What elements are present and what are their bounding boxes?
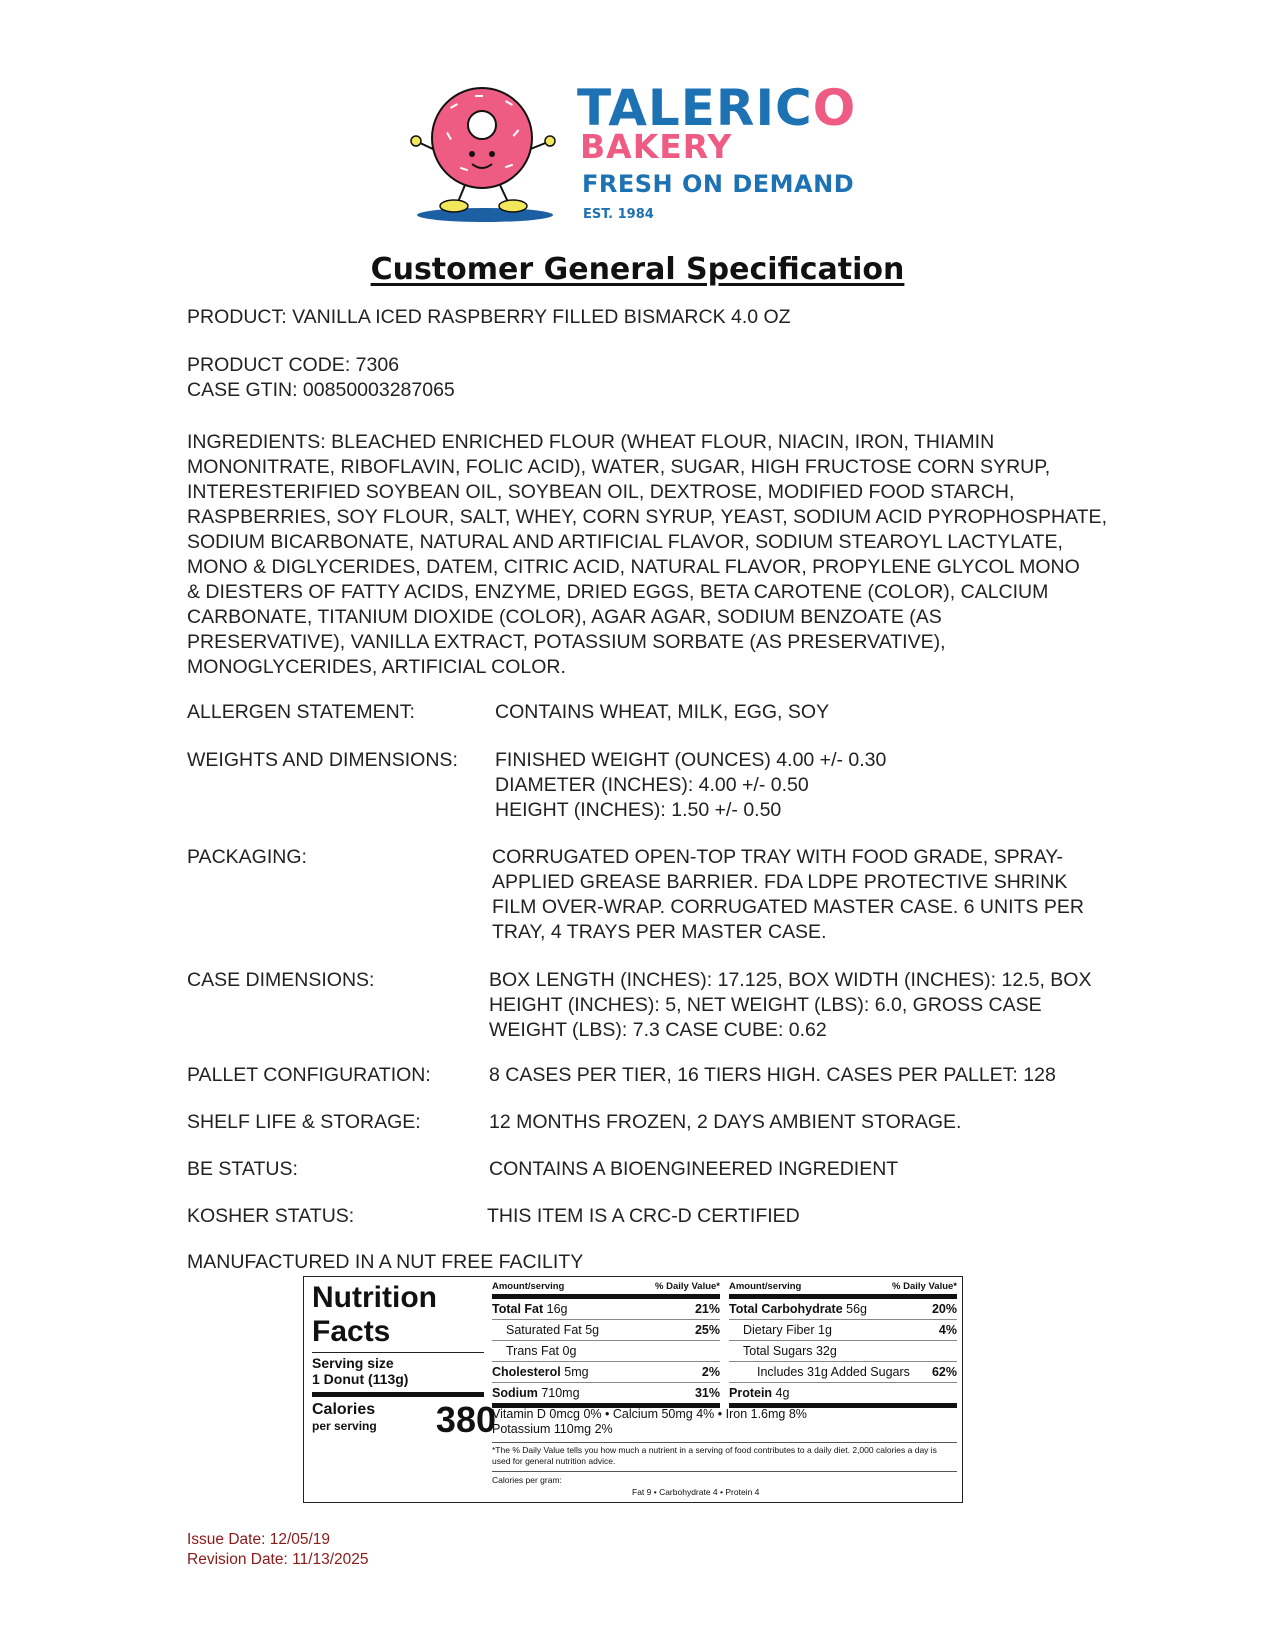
nutrient-header: [492, 1281, 720, 1299]
nutrition-facts-header: [312, 1281, 496, 1441]
ingredients-line: INTERESTERIFIED SOYBEAN OIL, SOYBEAN OIL, DEXTROSE, MODIFIED FOOD STARCH,: [187, 481, 1015, 503]
vitamins-line: Vitamin D 0mcg 0% • Calcium 50mg 4% • Iron 1.6mg 8%: [492, 1407, 807, 1421]
nutrient-amount: 0g: [562, 1344, 577, 1358]
weights-line: DIAMETER (INCHES): 4.00 +/- 0.50: [495, 774, 809, 796]
packaging-line: FILM OVER-WRAP. CORRUGATED MASTER CASE. 6 UNITS PER: [492, 896, 1084, 918]
calories-sub-label: per serving: [312, 1419, 377, 1433]
nutrient-row: [492, 1320, 720, 1341]
nutrient-name: Cholesterol: [492, 1365, 561, 1379]
be-status-label: BE STATUS:: [187, 1158, 298, 1180]
product-code: PRODUCT CODE: 7306: [187, 354, 400, 376]
revision-date: Revision Date: 11/13/2025: [187, 1551, 369, 1568]
nutrient-dv: 31%: [694, 1386, 720, 1400]
calories-block: [312, 1399, 496, 1441]
ingredients-line: PRESERVATIVE), VANILLA EXTRACT, POTASSIUM SORBATE (AS PRESERVATIVE),: [187, 631, 946, 653]
vitamins-line: Potassium 110mg 2%: [492, 1422, 613, 1436]
nutrient-row: [729, 1362, 957, 1383]
nutrient-name: Total Carbohydrate: [729, 1302, 843, 1316]
nutrient-row: [729, 1341, 957, 1362]
nutrient-name: Total Sugars: [743, 1344, 813, 1358]
nutrient-amount: 56g: [846, 1302, 868, 1316]
brand-name: TALERICO: [577, 79, 857, 137]
case-dimensions-line: BOX LENGTH (INCHES): 17.125, BOX WIDTH (INCHES): 12.5, BOX: [489, 969, 1092, 991]
nutrient-row: [492, 1341, 720, 1362]
vitamins-minerals: [492, 1407, 807, 1437]
nutrient-header: [729, 1281, 957, 1299]
company-logo: [410, 80, 870, 230]
nutrient-name: Trans Fat: [506, 1344, 560, 1358]
nutrition-facts-panel: [303, 1276, 963, 1503]
nutrient-dv: 62%: [931, 1365, 957, 1379]
calories-value: 380: [435, 1399, 496, 1440]
product-line: PRODUCT: VANILLA ICED RASPBERRY FILLED BISMARCK 4.0 OZ: [187, 306, 791, 328]
nutrient-name: Includes 31g Added Sugars: [757, 1365, 910, 1379]
case-gtin: CASE GTIN: 00850003287065: [187, 379, 455, 401]
nutrient-column-right: [729, 1281, 957, 1408]
ingredients-line: MONONITRATE, RIBOFLAVIN, FOLIC ACID), WATER, SUGAR, HIGH FRUCTOSE CORN SYRUP,: [187, 456, 1051, 478]
packaging-line: CORRUGATED OPEN-TOP TRAY WITH FOOD GRADE, SPRAY-: [492, 846, 1063, 868]
allergen-value: CONTAINS WHEAT, MILK, EGG, SOY: [495, 701, 830, 723]
packaging-line: TRAY, 4 TRAYS PER MASTER CASE.: [492, 921, 827, 943]
nutrient-column-left: [492, 1281, 720, 1408]
brand-est: EST. 1984: [583, 207, 654, 222]
ingredients-line: MONO & DIGLYCERIDES, DATEM, CITRIC ACID, NATURAL FLAVOR, PROPYLENE GLYCOL MONO: [187, 556, 1080, 578]
kosher-label: KOSHER STATUS:: [187, 1205, 355, 1227]
amount-header: Amount/serving: [729, 1281, 802, 1292]
nutrient-amount: 4g: [775, 1386, 790, 1400]
amount-header: Amount/serving: [492, 1281, 565, 1292]
nutrient-row: [729, 1299, 957, 1320]
nutrient-name: Dietary Fiber: [743, 1323, 815, 1337]
nutrient-dv: 20%: [931, 1302, 957, 1316]
document-dates: [187, 1530, 369, 1570]
facts-title: Facts: [312, 1315, 391, 1348]
nutrient-amount: 5mg: [564, 1365, 589, 1379]
nutrient-amount: 5g: [585, 1323, 600, 1337]
ingredients-line: RASPBERRIES, SOY FLOUR, SALT, WHEY, CORN SYRUP, YEAST, SODIUM ACID PYROPHOSPHATE,: [187, 506, 1107, 528]
donut-mascot-icon: [410, 80, 575, 230]
nutrient-dv: 21%: [694, 1302, 720, 1316]
nut-free-statement: MANUFACTURED IN A NUT FREE FACILITY: [187, 1251, 584, 1273]
case-dimensions-value: [489, 968, 1091, 1043]
case-dimensions-label: CASE DIMENSIONS:: [187, 969, 375, 991]
daily-value-header: % Daily Value*: [655, 1281, 720, 1292]
issue-date: Issue Date: 12/05/19: [187, 1531, 331, 1548]
nutrient-name: Protein: [729, 1386, 773, 1400]
pallet-value: 8 CASES PER TIER, 16 TIERS HIGH. CASES PER PALLET: 128: [489, 1064, 1056, 1086]
nutrition-title: Nutrition: [312, 1281, 437, 1314]
case-dimensions-line: WEIGHT (LBS): 7.3 CASE CUBE: 0.62: [489, 1019, 827, 1041]
nutrient-amount: 710mg: [541, 1386, 580, 1400]
ingredients-line: MONOGLYCERIDES, ARTIFICIAL COLOR.: [187, 656, 566, 678]
nutrient-row: [492, 1299, 720, 1320]
calories-per-gram-values: Fat 9 • Carbohydrate 4 • Protein 4: [632, 1487, 760, 1497]
ingredients-line: & DIESTERS OF FATTY ACIDS, ENZYME, DRIED EGGS, BETA CAROTENE (COLOR), CALCIUM: [187, 581, 1049, 603]
nutrient-row: [492, 1383, 720, 1408]
ingredients-line: INGREDIENTS: BLEACHED ENRICHED FLOUR (WHEAT FLOUR, NIACIN, IRON, THIAMIN: [187, 431, 995, 453]
document-title: Customer General Specification: [370, 252, 905, 287]
nutrient-name: Total Fat: [492, 1302, 544, 1316]
calories-label: Calories: [312, 1401, 376, 1418]
allergen-label: ALLERGEN STATEMENT:: [187, 701, 415, 723]
weights-line: HEIGHT (INCHES): 1.50 +/- 0.50: [495, 799, 782, 821]
weights-value: [495, 748, 886, 823]
nutrient-row: [729, 1320, 957, 1341]
brand-subname: BAKERY: [580, 127, 733, 166]
serving-size-label: Serving size: [312, 1355, 394, 1371]
pallet-label: PALLET CONFIGURATION:: [187, 1064, 431, 1086]
shelf-life-value: 12 MONTHS FROZEN, 2 DAYS AMBIENT STORAGE.: [489, 1111, 962, 1133]
calories-per-gram-label: Calories per gram:: [492, 1475, 562, 1485]
case-dimensions-line: HEIGHT (INCHES): 5, NET WEIGHT (LBS): 6.0, GROSS CASE: [489, 994, 1042, 1016]
kosher-value: THIS ITEM IS A CRC-D CERTIFIED: [487, 1205, 800, 1227]
weights-label: WEIGHTS AND DIMENSIONS:: [187, 749, 458, 771]
nutrient-amount: 32g: [815, 1344, 837, 1358]
brand-tagline: FRESH ON DEMAND: [582, 170, 855, 198]
nutrient-row: [729, 1383, 957, 1408]
nutrient-dv: 4%: [938, 1323, 957, 1337]
nutrient-amount: 1g: [818, 1323, 832, 1337]
packaging-label: PACKAGING:: [187, 846, 307, 868]
nutrient-dv: 2%: [701, 1365, 720, 1379]
nutrient-name: Saturated Fat: [506, 1323, 582, 1337]
shelf-life-label: SHELF LIFE & STORAGE:: [187, 1111, 421, 1133]
nutrient-dv: 25%: [694, 1323, 720, 1337]
ingredients-line: SODIUM BICARBONATE, NATURAL AND ARTIFICIAL FLAVOR, SODIUM STEAROYL LACTYLATE,: [187, 531, 1063, 553]
nutrient-name: Sodium: [492, 1386, 538, 1400]
daily-value-header: % Daily Value*: [892, 1281, 957, 1292]
be-status-value: CONTAINS A BIOENGINEERED INGREDIENT: [489, 1158, 899, 1180]
serving-size-value: 1 Donut (113g): [312, 1371, 409, 1387]
ingredients-block: [187, 430, 1107, 680]
weights-line: FINISHED WEIGHT (OUNCES) 4.00 +/- 0.30: [495, 749, 887, 771]
nutrient-amount: 16g: [546, 1302, 568, 1316]
ingredients-line: CARBONATE, TITANIUM DIOXIDE (COLOR), AGAR AGAR, SODIUM BENZOATE (AS: [187, 606, 942, 628]
nutrient-row: [492, 1362, 720, 1383]
packaging-value: [492, 845, 1084, 945]
packaging-line: APPLIED GREASE BARRIER. FDA LDPE PROTECTIVE SHRINK: [492, 871, 1068, 893]
daily-value-footnote: *The % Daily Value tells you how much a nutrient in a serving of food contributes to a daily diet. 2,000 calories a day is used for general nutrition advice.: [492, 1445, 937, 1466]
